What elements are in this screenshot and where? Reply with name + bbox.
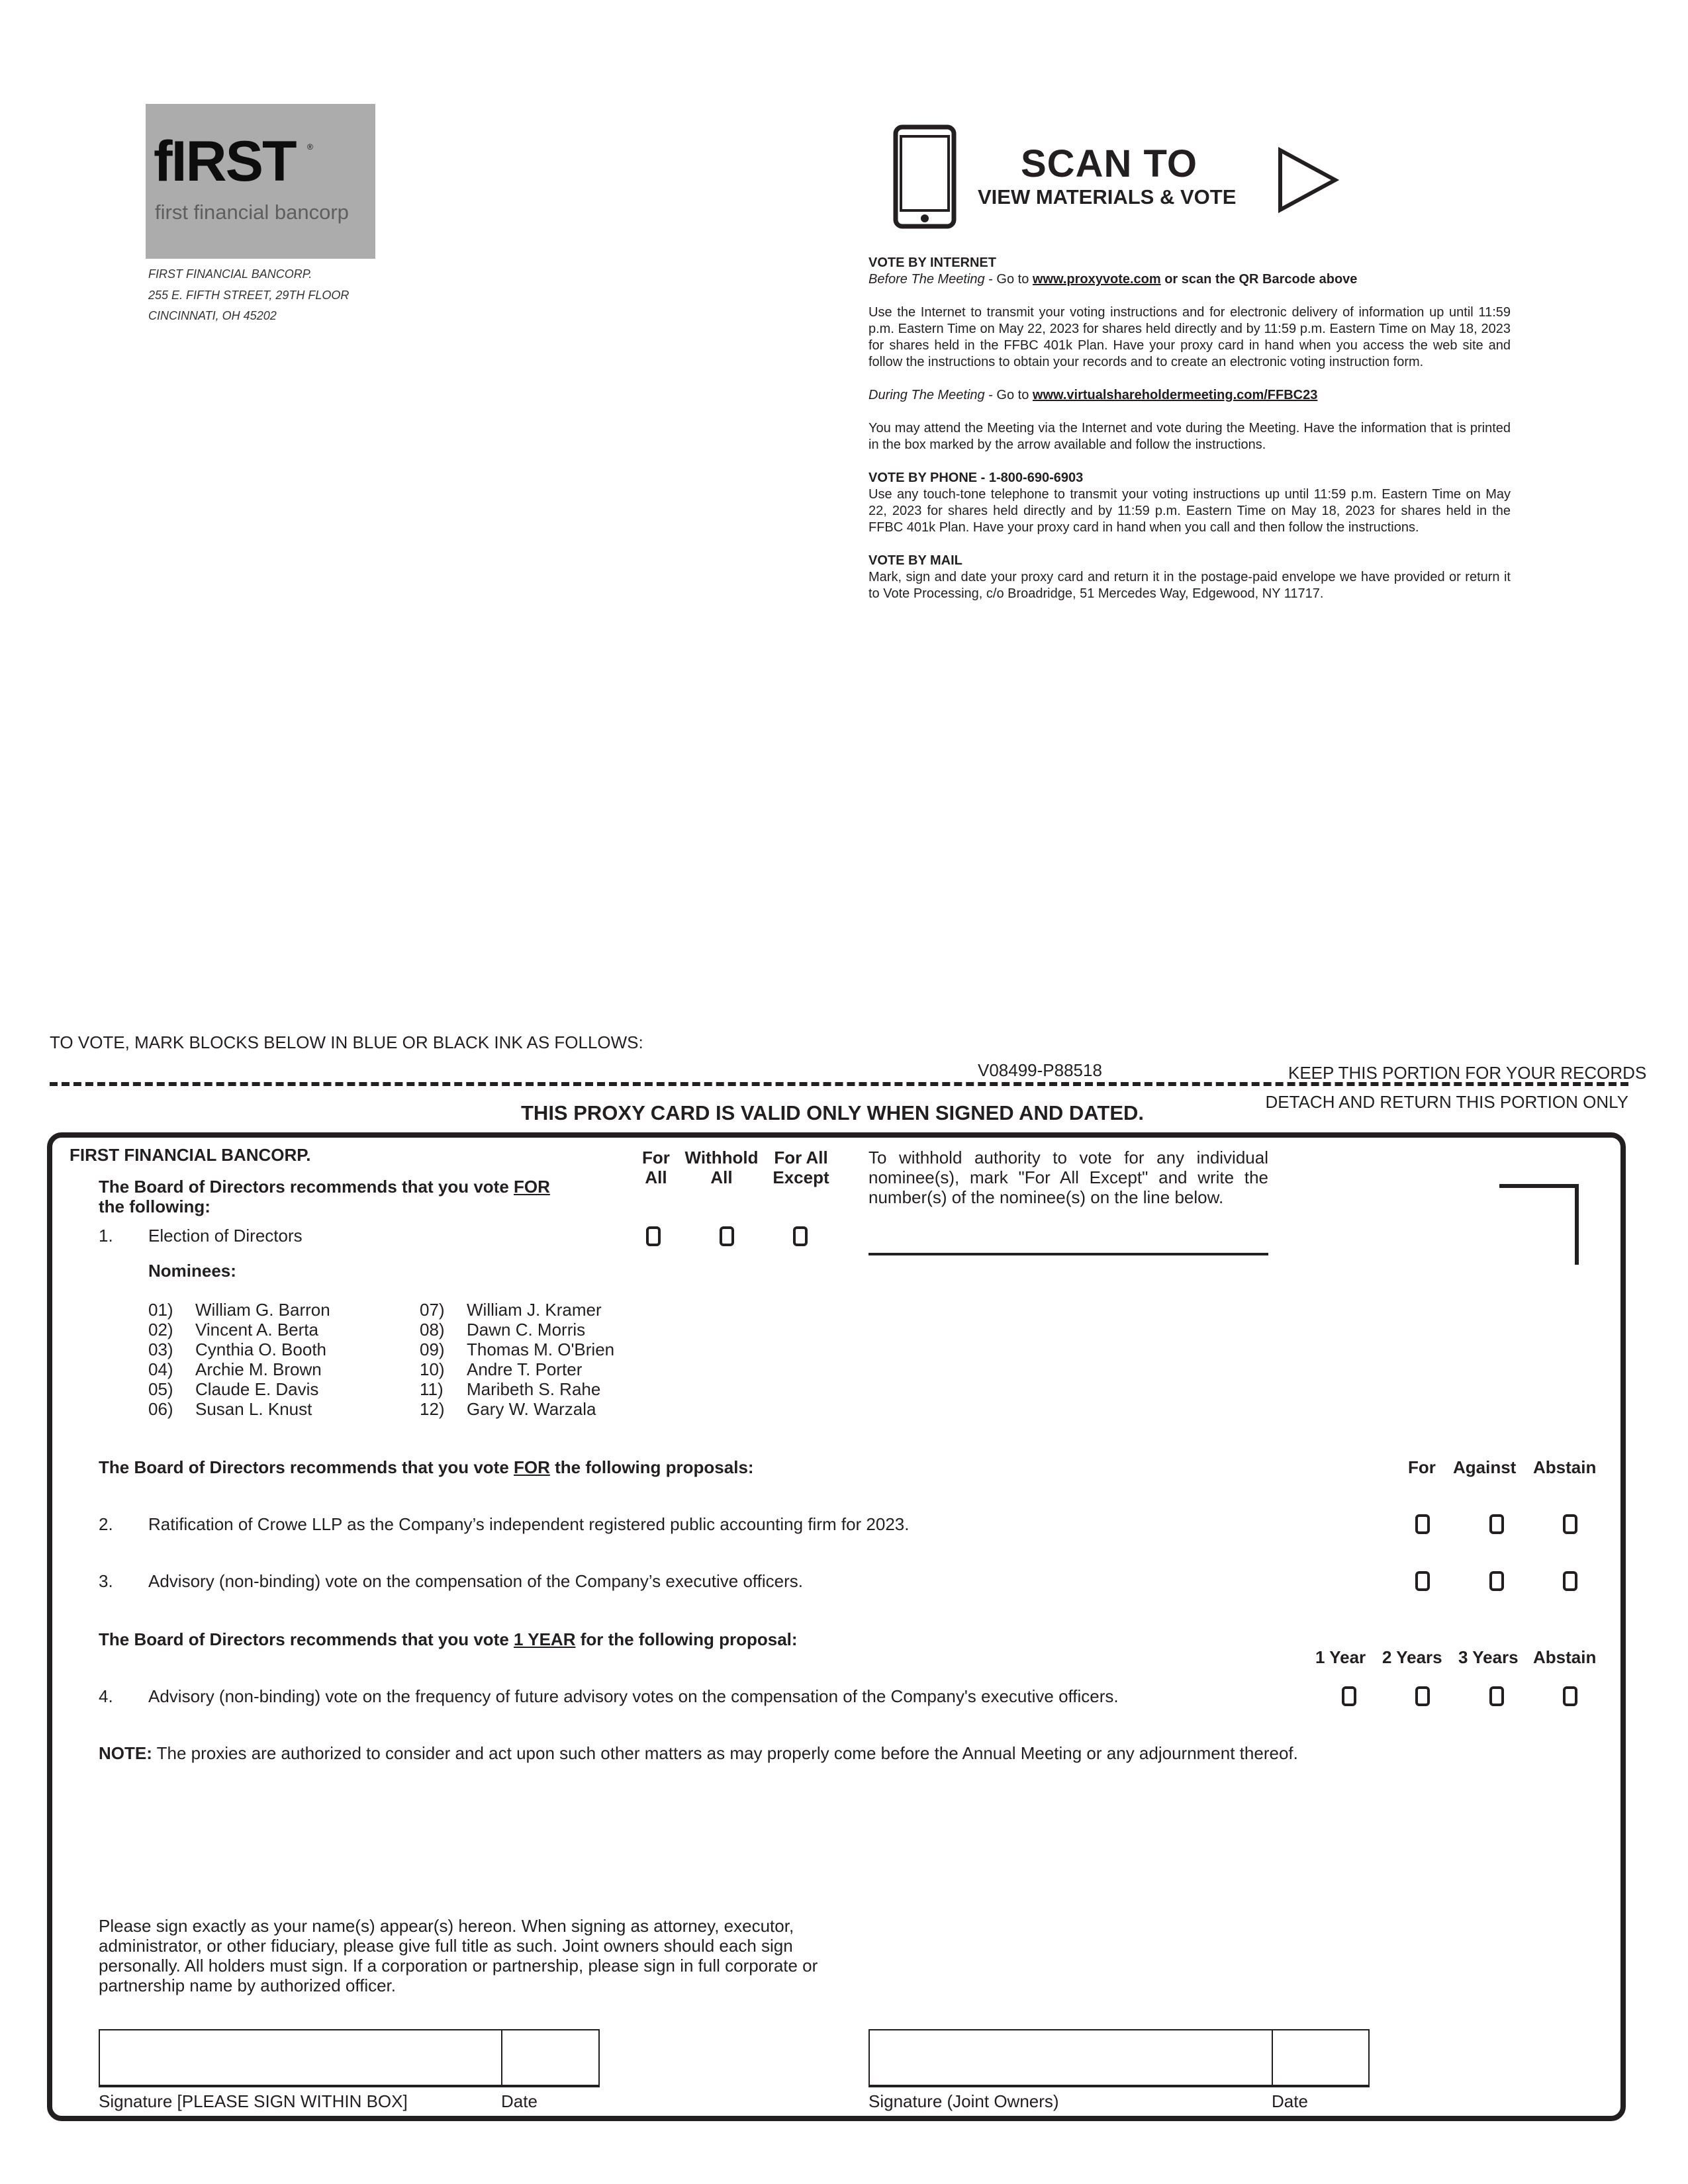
nominee-number: 05) — [148, 1379, 173, 1399]
corner-mark-icon — [1499, 1184, 1579, 1265]
nominee-name: Maribeth S. Rahe — [467, 1379, 601, 1399]
checkbox-for-all[interactable] — [646, 1226, 661, 1246]
checkbox-withhold-all[interactable] — [720, 1226, 734, 1246]
go-to-text: - Go to — [984, 388, 1033, 402]
company-logo — [146, 104, 375, 259]
board-recommendation-proposals: The Board of Directors recommends that you vote FOR the following proposals: — [99, 1457, 754, 1477]
nominee-name: Cynthia O. Booth — [195, 1340, 326, 1359]
signing-instructions: Please sign exactly as your name(s) appear(s) hereon. When signing as attorney, executor, administrator, or other fiduciary, please give full title as such. Joint owners should each sign personally. All holders must sign. If a corporation or partnership, please sign in full corporate or partnership name by authorized officer. — [99, 1916, 818, 1995]
exception-nominee-line[interactable] — [868, 1253, 1268, 1255]
nominee-name: Claude E. Davis — [195, 1379, 319, 1399]
logo-tagline: first financial bancorp — [155, 201, 349, 224]
nominees-label: Nominees: — [148, 1261, 236, 1281]
rec-text: The Board of Directors recommends that you vote — [99, 1177, 514, 1197]
board-recommendation-directors — [99, 1177, 608, 1216]
nominee-name: Archie M. Brown — [195, 1359, 322, 1379]
during-meeting-label: During The Meeting — [868, 388, 985, 402]
col-for-all-except: For All Except — [773, 1148, 829, 1187]
valid-notice: THIS PROXY CARD IS VALID ONLY WHEN SIGNED AND DATED. — [521, 1101, 1145, 1124]
checkbox-item4-3-years[interactable] — [1489, 1686, 1504, 1706]
voting-instructions — [868, 255, 1511, 619]
nominee-name: Susan L. Knust — [195, 1399, 312, 1419]
qr-text: or scan the QR Barcode above — [1160, 272, 1358, 287]
item-number: 2. — [99, 1514, 113, 1534]
col-abstain: Abstain — [1533, 1457, 1597, 1477]
nominee-number: 11) — [420, 1379, 444, 1399]
col-abstain: Abstain — [1533, 1647, 1597, 1667]
nominee-number: 06) — [148, 1399, 173, 1419]
col-1-year: 1 Year — [1315, 1647, 1366, 1667]
smartphone-icon — [893, 124, 957, 229]
triangle-right-icon — [1277, 147, 1339, 213]
nominee-number: 02) — [148, 1320, 173, 1340]
checkbox-item3-abstain[interactable] — [1563, 1571, 1577, 1591]
nominee-name: William J. Kramer — [467, 1300, 602, 1320]
nominee-number: 08) — [420, 1320, 445, 1340]
go-to-text: - Go to — [984, 272, 1033, 287]
rec-emphasis: FOR — [514, 1177, 550, 1197]
checkbox-item3-for[interactable] — [1415, 1571, 1430, 1591]
joint-signature-box[interactable] — [868, 2029, 1370, 2087]
virtual-meeting-link[interactable]: www.virtualshareholdermeeting.com/FFBC23 — [1032, 388, 1318, 402]
nominee-name: Dawn C. Morris — [467, 1320, 586, 1340]
col-for: For — [1408, 1457, 1436, 1477]
detach-portion-label: DETACH AND RETURN THIS PORTION ONLY — [1265, 1092, 1628, 1112]
scan-subheading: VIEW MATERIALS & VOTE — [978, 185, 1237, 208]
nominee-number: 03) — [148, 1340, 173, 1359]
checkbox-item2-abstain[interactable] — [1563, 1514, 1577, 1534]
card-company: FIRST FINANCIAL BANCORP. — [70, 1145, 311, 1165]
signature-label: Signature [PLEASE SIGN WITHIN BOX] — [99, 2091, 408, 2111]
nominee-name: William G. Barron — [195, 1300, 330, 1320]
nominee-number: 04) — [148, 1359, 173, 1379]
before-meeting-label: Before The Meeting — [868, 272, 985, 287]
checkbox-for-all-except[interactable] — [793, 1226, 808, 1246]
signature-box[interactable] — [99, 2029, 600, 2087]
col-2-years: 2 Years — [1382, 1647, 1442, 1667]
checkbox-item4-abstain[interactable] — [1563, 1686, 1577, 1706]
date-label: Date — [501, 2091, 538, 2111]
vote-phone-heading: VOTE BY PHONE - 1-800-690-6903 — [868, 471, 1084, 485]
proxyvote-link[interactable]: www.proxyvote.com — [1032, 272, 1161, 287]
control-code: V08499-P88518 — [978, 1060, 1102, 1080]
note: NOTE: The proxies are authorized to consider and act upon such other matters as may properly come before the Annual Meeting or any adjournment thereof. — [99, 1743, 1298, 1763]
item-ratification: Ratification of Crowe LLP as the Company’s independent registered public accounting firm for 2023. — [148, 1514, 910, 1534]
checkbox-item2-for[interactable] — [1415, 1514, 1430, 1534]
checkbox-item4-1-year[interactable] — [1342, 1686, 1356, 1706]
logo-registered: ® — [307, 142, 313, 152]
col-for-all: For All — [642, 1148, 670, 1187]
col-against: Against — [1453, 1457, 1517, 1477]
during-body: You may attend the Meeting via the Internet and vote during the Meeting. Have the information that is printed in the box marked by the arrow available and follow the instructions. — [868, 421, 1511, 452]
detach-line — [50, 1082, 1628, 1086]
nominee-number: 10) — [420, 1359, 445, 1379]
item-number: 1. — [99, 1226, 113, 1246]
item-number: 4. — [99, 1686, 113, 1706]
nominee-name: Gary W. Warzala — [467, 1399, 596, 1419]
nominee-number: 07) — [420, 1300, 445, 1320]
board-recommendation-frequency: The Board of Directors recommends that you vote 1 YEAR for the following proposal: — [99, 1629, 798, 1649]
nominee-name: Andre T. Porter — [467, 1359, 583, 1379]
nominee-number: 12) — [420, 1399, 445, 1419]
nominee-number: 01) — [148, 1300, 173, 1320]
scan-heading: SCAN TO — [1021, 142, 1197, 185]
ink-instructions: TO VOTE, MARK BLOCKS BELOW IN BLUE OR BLACK INK AS FOLLOWS: — [50, 1032, 643, 1052]
keep-portion-label: KEEP THIS PORTION FOR YOUR RECORDS — [1288, 1063, 1647, 1083]
internet-body: Use the Internet to transmit your voting instructions and for electronic delivery of information up until 11:59 p.m. Eastern Time on May 22, 2023 for shares held directly and by 11:59 p.m. Eastern Time on May 18, 2023 for shares held in the FFBC 401k Plan. Have your proxy card in hand when you access the web site and follow the instructions to obtain your records and to create an electronic voting instruction form. — [868, 305, 1511, 369]
joint-signature-label: Signature (Joint Owners) — [868, 2091, 1059, 2111]
logo-wordmark: fIRST — [154, 130, 296, 193]
nominee-number: 09) — [420, 1340, 445, 1359]
nominee-name: Vincent A. Berta — [195, 1320, 318, 1340]
vote-mail-heading: VOTE BY MAIL — [868, 553, 962, 568]
vote-internet-heading: VOTE BY INTERNET — [868, 255, 996, 270]
address-line: CINCINNATI, OH 45202 — [148, 309, 277, 322]
nominee-name: Thomas M. O'Brien — [467, 1340, 615, 1359]
checkbox-item4-2-years[interactable] — [1415, 1686, 1430, 1706]
col-withhold-all: Withhold All — [684, 1148, 759, 1187]
withhold-instructions: To withhold authority to vote for any individual nominee(s), mark "For All Except" and write the number(s) of the nominee(s) on the line below. — [868, 1148, 1268, 1207]
address-line: 255 E. FIFTH STREET, 29TH FLOOR — [148, 289, 350, 302]
item-election: Election of Directors — [148, 1226, 303, 1246]
item-frequency: Advisory (non-binding) vote on the frequency of future advisory votes on the compensation of the Company's executive officers. — [148, 1686, 1119, 1706]
item-say-on-pay: Advisory (non-binding) vote on the compensation of the Company’s executive officers. — [148, 1571, 804, 1591]
phone-body: Use any touch-tone telephone to transmit your voting instructions up until 11:59 p.m. Eastern Time on May 22, 2023 for shares held directly and by 11:59 p.m. Eastern Time on May 18, 2023 for shares held in the FFBC 401k Plan. Have your proxy card in hand when you call and then follow the instructions. — [868, 487, 1511, 535]
mail-body: Mark, sign and date your proxy card and return it in the postage-paid envelope we have provided or return it to Vote Processing, c/o Broadridge, 51 Mercedes Way, Edgewood, NY 11717. — [868, 570, 1511, 601]
item-number: 3. — [99, 1571, 113, 1591]
address-line: FIRST FINANCIAL BANCORP. — [148, 267, 312, 281]
checkbox-item3-against[interactable] — [1489, 1571, 1504, 1591]
date-label: Date — [1272, 2091, 1308, 2111]
checkbox-item2-against[interactable] — [1489, 1514, 1504, 1534]
rec-text: the following: — [99, 1197, 211, 1216]
col-3-years: 3 Years — [1458, 1647, 1519, 1667]
